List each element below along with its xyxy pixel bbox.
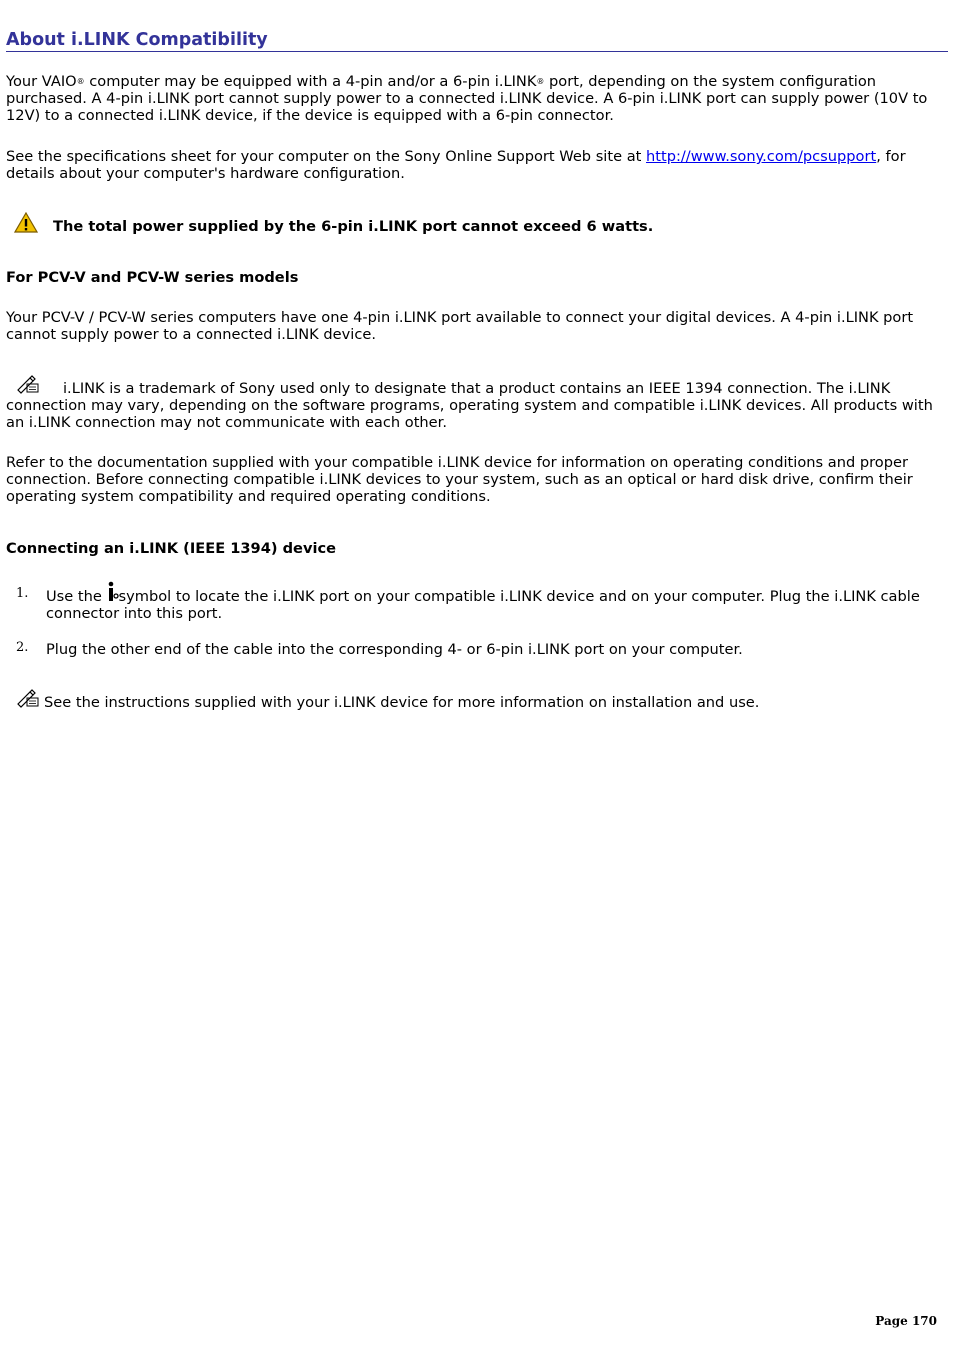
step-number: 1. — [16, 586, 29, 601]
note-icon — [16, 688, 40, 712]
page-title: About i.LINK Compatibility — [6, 29, 948, 52]
step-text-after: symbol to locate the i.LINK port on your compatible i.LINK device and on your computer. Plug the i.LINK cable connector into this port. — [46, 588, 920, 622]
intro-text-c: port, depending on the system configuration purchased. A 4-pin i.LINK port cannot supply power to a connected i.LINK device. A 6-pin i.LINK port can supply power (10V to 12V) to a connected i.LINK device, if the device is equipped with a 6-pin connector. — [6, 73, 928, 124]
note-instructions-text: See the instructions supplied with your i.LINK device for more information on installation and use. — [44, 694, 760, 711]
note-trademark-text: i.LINK is a trademark of Sony used only to designate that a product contains an IEEE 1394 connection. The i.LINK connection may vary, depending on the software programs, operating system and compatible i.LINK devices. All products with an i.LINK connection may not communicate with each other. — [6, 380, 933, 431]
intro-text-b: computer may be equipped with a 4-pin and/or a 6-pin i.LINK — [84, 73, 537, 90]
section-heading-pcv: For PCV-V and PCV-W series models — [6, 269, 299, 286]
warning-text: The total power supplied by the 6-pin i.LINK port cannot exceed 6 watts. — [53, 218, 654, 235]
support-paragraph — [6, 148, 948, 182]
section-heading-connecting: Connecting an i.LINK (IEEE 1394) device — [6, 540, 337, 557]
step-text — [46, 587, 926, 622]
pcsupport-link[interactable]: http://www.sony.com/pcsupport — [646, 148, 877, 165]
step-text: Plug the other end of the cable into the corresponding 4- or 6-pin i.LINK port on your computer. — [46, 641, 743, 658]
registered-mark: ® — [536, 77, 545, 86]
support-text-b: , for details about your computer's hardware configuration. — [6, 148, 906, 182]
refer-paragraph: Refer to the documentation supplied with your compatible i.LINK device for information on operating conditions and proper connection. Before connecting compatible i.LINK devices to your system, such as an optical or hard disk drive, confirm their operating system compatibility and required operating conditions. — [6, 454, 913, 505]
pcv-paragraph: Your PCV-V / PCV-W series computers have one 4-pin i.LINK port available to connect your digital devices. A 4-pin i.LINK port cannot supply power to a connected i.LINK device. — [6, 309, 914, 343]
registered-mark: ® — [76, 77, 85, 86]
intro-paragraph — [6, 73, 948, 124]
support-text-a: See the specifications sheet for your computer on the Sony Online Support Web site at — [6, 148, 647, 165]
page-number: Page 170 — [875, 1314, 937, 1328]
ilink-symbol-icon — [107, 581, 119, 601]
step-number: 2. — [16, 640, 29, 655]
warning-icon — [14, 212, 38, 238]
step-text-before: Use the — [46, 588, 107, 605]
intro-text-a: Your VAIO — [6, 73, 77, 90]
